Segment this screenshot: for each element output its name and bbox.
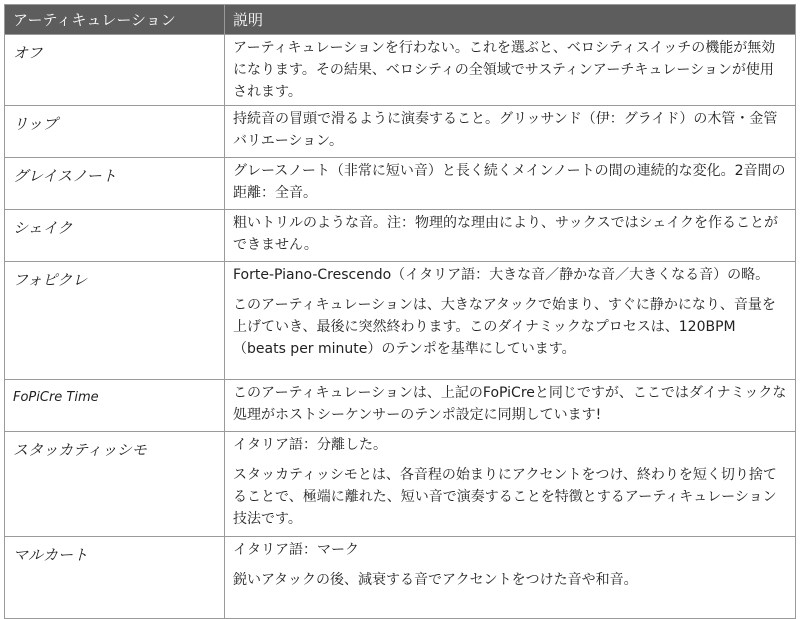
description-paragraph: 鋭いアタックの後、減衰する音でアクセントをつけた音や和音。 <box>233 572 638 588</box>
articulation-description <box>225 262 796 380</box>
articulation-table <box>4 4 796 619</box>
description-paragraph: このアーティキュレーションは、上記のFoPiCreと同じですが、ここではダイナミックな処理がホストシーケンサーのテンポ設定に同期しています! <box>233 385 787 423</box>
table-row <box>5 537 796 619</box>
description-paragraph: 持続音の冒頭で滑るように演奏すること。グリッサンド（伊：グライド）の木管・金管バリエーション。 <box>233 111 778 149</box>
header-row <box>5 5 796 35</box>
table-row <box>5 35 796 106</box>
table-body <box>5 35 796 619</box>
articulation-name: FoPiCre Time <box>5 380 225 432</box>
articulation-name: フォピクレ <box>5 262 225 380</box>
table-row <box>5 432 796 537</box>
description-paragraph: スタッカティッシモとは、各音程の始まりにアクセントをつけ、終わりを短く切り捨てることで、極端に離れた、短い音で演奏することを特徴とするアーティキュレーション技法です。 <box>233 467 777 527</box>
table-row <box>5 380 796 432</box>
articulation-name: マルカート <box>5 537 225 619</box>
articulation-name: シェイク <box>5 210 225 262</box>
description-paragraph: アーティキュレーションを行わない。これを選ぶと、ベロシティスイッチの機能が無効になります。その結果、ベロシティの全領域でサスティンアーチキュレーションが使用されます。 <box>233 40 776 100</box>
articulation-name: スタッカティッシモ <box>5 432 225 537</box>
header-description: 説明 <box>225 5 796 35</box>
table-row <box>5 262 796 380</box>
articulation-name: リップ <box>5 106 225 158</box>
description-paragraph: イタリア語：分離した。 <box>233 437 387 453</box>
description-paragraph: グレースノート（非常に短い音）と長く続くメインノートの間の連続的な変化。2音間の距離：全音。 <box>233 163 786 201</box>
table-row <box>5 106 796 158</box>
articulation-description <box>225 106 796 158</box>
articulation-description <box>225 432 796 537</box>
table-row <box>5 210 796 262</box>
articulation-name: グレイスノート <box>5 158 225 210</box>
articulation-description <box>225 35 796 106</box>
description-paragraph: イタリア語：マーク <box>233 542 359 558</box>
articulation-name: オフ <box>5 35 225 106</box>
description-paragraph: Forte-Piano-Crescendo（イタリア語：大きな音／静かな音／大きくなる音）の略。 <box>233 267 770 283</box>
description-paragraph: このアーティキュレーションは、大きなアタックで始まり、すぐに静かになり、音量を上げていき、最後に突然終わります。このダイナミックなプロセスは、120BPM（beats per minute）のテンポを基準にしています。 <box>233 297 776 357</box>
table-header <box>5 5 796 35</box>
header-articulation: アーティキュレーション <box>5 5 225 35</box>
description-paragraph: 粗いトリルのような音。注：物理的な理由により、サックスではシェイクを作ることができません。 <box>233 215 779 253</box>
articulation-description <box>225 380 796 432</box>
articulation-description <box>225 537 796 619</box>
table-row <box>5 158 796 210</box>
articulation-description <box>225 210 796 262</box>
articulation-description <box>225 158 796 210</box>
